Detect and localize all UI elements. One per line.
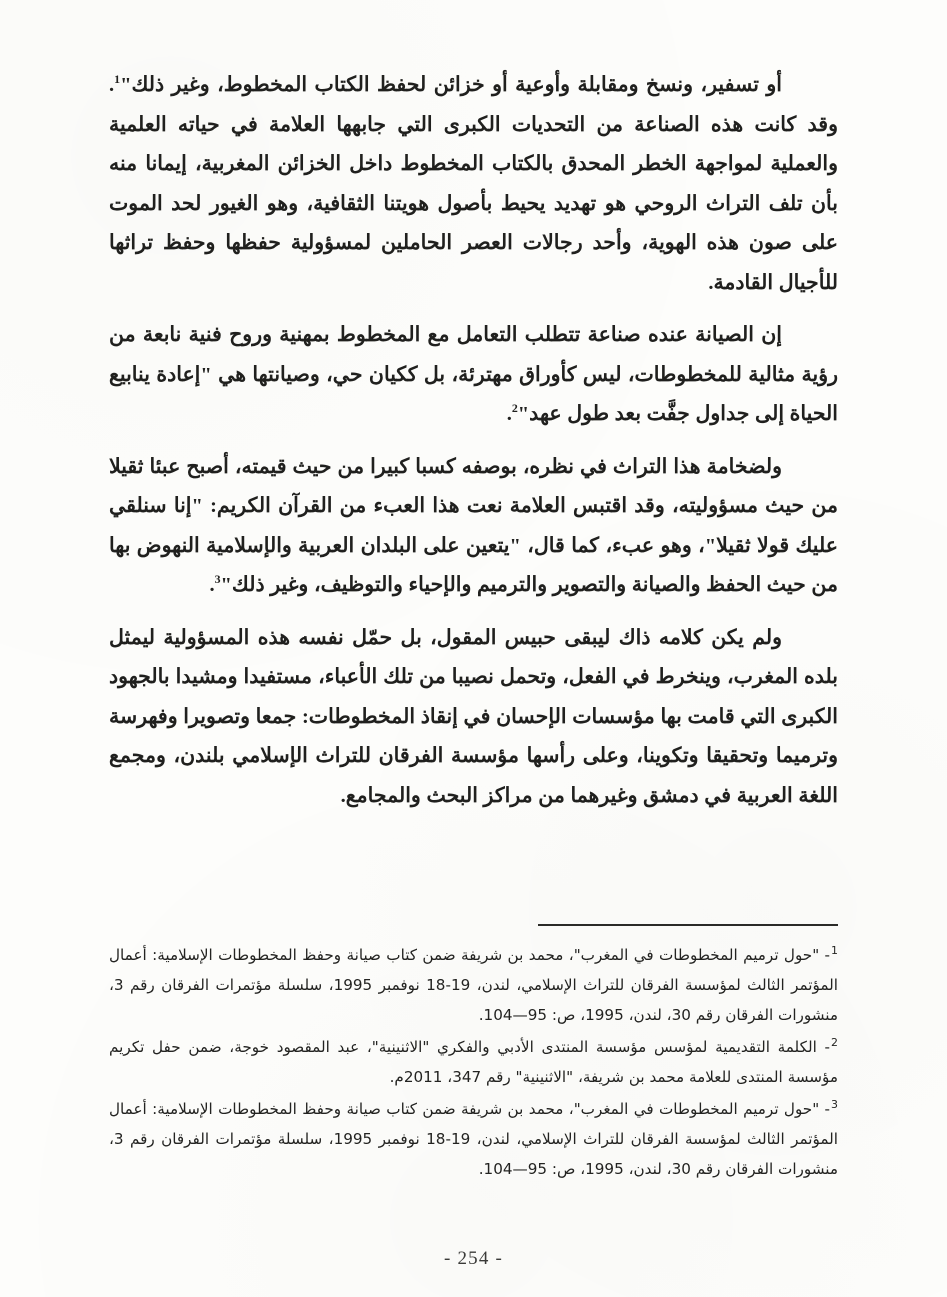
footnote-number-1: 1 <box>831 943 838 957</box>
footnote-number-3: 3 <box>831 1097 838 1111</box>
footnote-area <box>109 924 838 1186</box>
paragraph-4-text: ولم يكن كلامه ذاك ليبقى حبيس المقول، بل حمّل نفسه هذه المسؤولية ليمثل بلده المغرب، وينخرط في الفعل، وتحمل نصيبا من تلك الأعباء، مستفيدا ومشيدا بالجهود الكبرى التي قامت بها مؤسسات الإحسان في إنقاذ المخطوطات: جمعا وتصويرا وفهرسة وترميما وتحقيقا وتكوينا، وعلى رأسها مؤسسة الفرقان للتراث الإسلامي بلندن، ومجمع اللغة العربية في دمشق وغيرهما من مراكز البحث والمجامع. <box>109 626 838 807</box>
paragraph-1-text-after-ref: . وقد كانت هذه الصناعة من التحديات الكبرى التي جابهها العلامة في حياته العلمية والعملية لمواجهة الخطر المحدق بالكتاب المخطوط داخل الخزائن المغربية، إيمانا منه بأن تلف التراث الروحي هو تهديد يحيط بأصول هويتنا الثقافية، وهو الغيور لحد الموت على صون هذه الهوية، وأحد رجالات العصر الحاملين لمسؤولية حفظها وحفظ تراثها للأجيال القادمة. <box>109 74 838 294</box>
footnote-ref-3[interactable]: 3 <box>214 572 221 587</box>
paragraph-2-text-before-ref: إن الصيانة عنده صناعة تتطلب التعامل مع المخطوط بمهنية وروح فنية نابعة من رؤية مثالية للمخطوطات، ليس كأوراق مهترئة، بل ككيان حي، وصيانتها هي "إعادة ينابيع الحياة إلى جداول جفَّت بعد طول عهد" <box>109 324 838 425</box>
footnote-ref-1[interactable]: 1 <box>114 72 121 87</box>
footnote-ref-2[interactable]: 2 <box>511 401 518 416</box>
paragraph-1-text-before-ref: أو تسفير، ونسخ ومقابلة وأوعية أو خزائن لحفظ الكتاب المخطوط، وغير ذلك" <box>120 74 782 96</box>
footnote-list <box>109 940 838 1184</box>
paragraph-1 <box>109 66 838 303</box>
footnote-item-2 <box>109 1032 838 1092</box>
footnote-text-2: - الكلمة التقديمية لمؤسس مؤسسة المنتدى الأدبي والفكري "الاثنينية"، عبد المقصود خوجة، ضمن حفل تكريم مؤسسة المنتدى للعلامة محمد بن شريفة، "الاثنينية" رقم 347، 2011م. <box>109 1038 838 1086</box>
footnote-item-3 <box>109 1094 838 1184</box>
paragraph-2 <box>109 316 838 435</box>
page-number: - 254 - <box>443 1248 504 1269</box>
footnote-separator-rule <box>538 924 838 926</box>
footnote-item-1 <box>109 940 838 1030</box>
footnote-text-1: - "حول ترميم المخطوطات في المغرب"، محمد بن شريفة ضمن كتاب صيانة وحفظ المخطوطات الإسلامية: أعمال المؤتمر الثالث لمؤسسة الفرقان للتراث الإسلامي، لندن، 19-18 نوفمبر 1995، سلسلة مؤتمرات الفرقان رقم 3، منشورات الفرقان رقم 30، لندن، 1995، ص: 95—104. <box>109 946 838 1024</box>
paragraph-2-text-after-ref: . <box>506 403 512 425</box>
paragraph-3-text-after-ref: . <box>209 574 215 596</box>
paragraph-4 <box>109 619 838 817</box>
paragraph-3-text-before-ref: ولضخامة هذا التراث في نظره، بوصفه كسبا كبيرا من حيث قيمته، أصبح عبئا ثقيلا من حيث مسؤوليته، وقد اقتبس العلامة نعت هذا العبء من القرآن الكريم: "إنا سنلقي عليك قولا ثقيلا"، وهو عبء، كما قال، "يتعين على البلدان العربية والإسلامية النهوض بها من حيث الحفظ والصيانة والتصوير والترميم والإحياء والتوظيف، وغير ذلك" <box>109 455 838 596</box>
footnote-text-3: - "حول ترميم المخطوطات في المغرب"، محمد بن شريفة ضمن كتاب صيانة وحفظ المخطوطات الإسلامية: أعمال المؤتمر الثالث لمؤسسة الفرقان للتراث الإسلامي، لندن، 19-18 نوفمبر 1995، سلسلة مؤتمرات الفرقان رقم 3، منشورات الفرقان رقم 30، لندن، 1995، ص: 95—104. <box>109 1100 838 1178</box>
body-text-column <box>109 66 838 816</box>
footnote-number-2: 2 <box>831 1035 838 1049</box>
paragraph-3 <box>109 448 838 606</box>
